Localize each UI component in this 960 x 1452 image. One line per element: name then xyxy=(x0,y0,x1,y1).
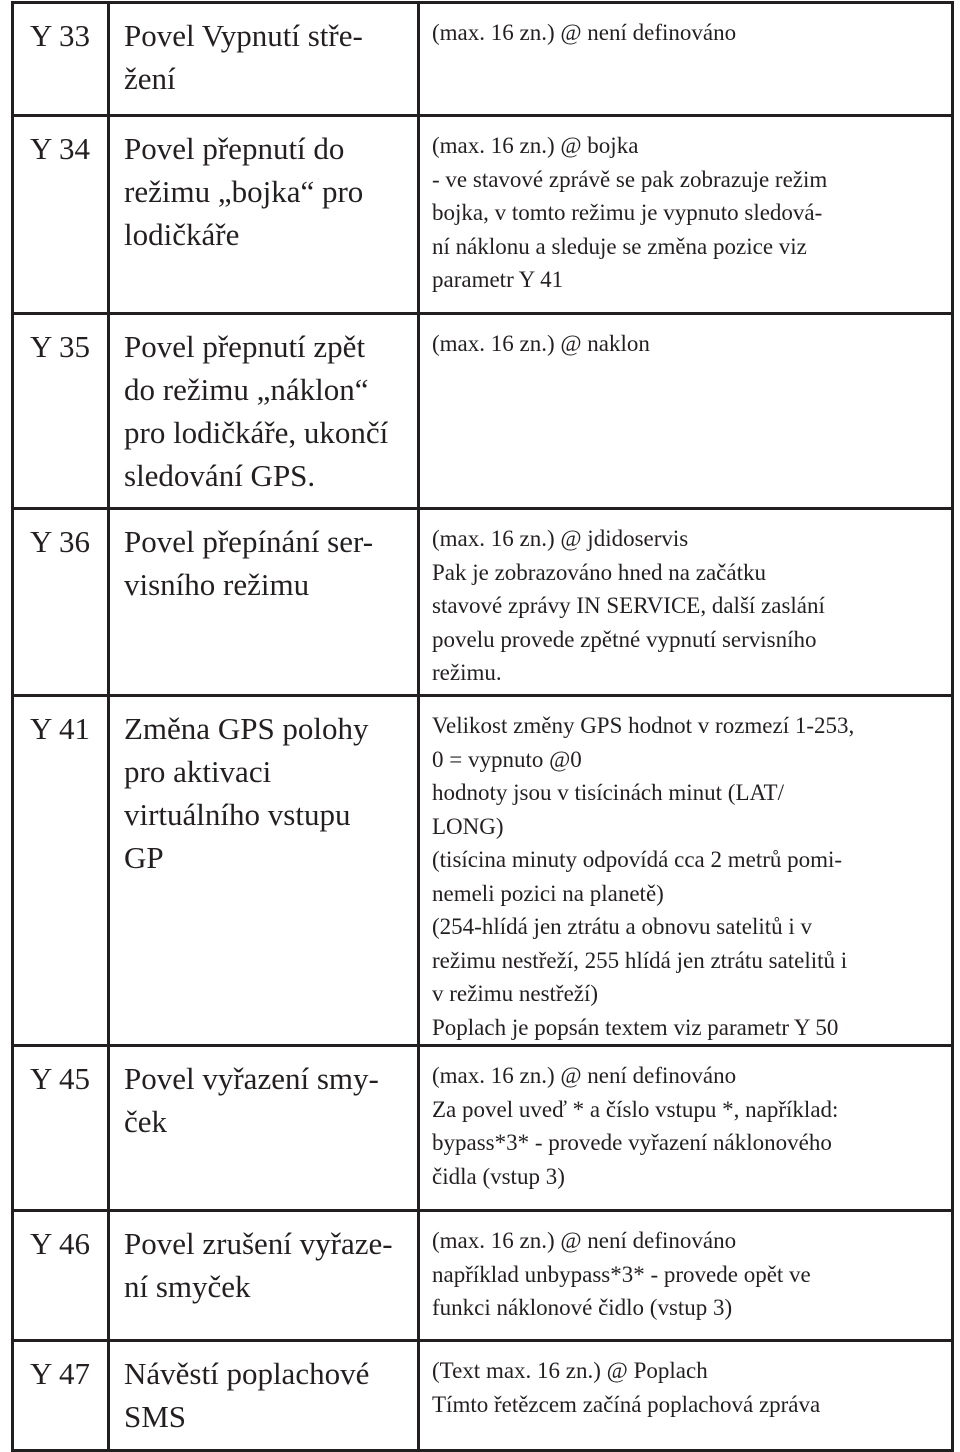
name-line: sledování GPS. xyxy=(124,458,316,493)
desc-line: režimu. xyxy=(432,660,502,685)
table-row xyxy=(13,1211,953,1341)
desc-line: v režimu nestřeží) xyxy=(432,981,599,1006)
param-description xyxy=(419,1211,953,1341)
name-line: ček xyxy=(124,1104,168,1139)
desc-line: - ve stavové zprávě se pak zobrazuje režim xyxy=(432,166,828,192)
param-code: Y 36 xyxy=(13,509,109,696)
name-line: Návěstí poplachové xyxy=(124,1356,370,1391)
param-name xyxy=(109,314,419,509)
desc-line: hodnoty jsou v tisícinách minut (LAT/ xyxy=(432,780,784,805)
name-line: Povel přepnutí do xyxy=(124,131,345,166)
table-row xyxy=(13,509,953,696)
name-line: pro aktivaci xyxy=(124,754,272,789)
param-description xyxy=(419,696,953,1046)
desc-line: (max. 16 zn.) @ není definováno xyxy=(432,20,737,45)
desc-line: bypass*3* - provede vyřazení náklonového xyxy=(432,1130,832,1155)
param-code: Y 46 xyxy=(13,1211,109,1341)
desc-line: bojka, v tomto režimu je vypnuto sledová- xyxy=(432,200,823,225)
name-line: lodičkáře xyxy=(124,217,240,252)
desc-line: například unbypass*3* - provede opět ve xyxy=(432,1261,811,1287)
desc-line: Za povel uveď * a číslo vstupu *, například: xyxy=(432,1096,839,1122)
param-name xyxy=(109,1341,419,1451)
param-code: Y 41 xyxy=(13,696,109,1046)
desc-line: Pak je zobrazováno hned na začátku xyxy=(432,559,766,585)
param-code: Y 34 xyxy=(13,116,109,314)
desc-line: LONG) xyxy=(432,813,504,839)
desc-line: (max. 16 zn.) @ naklon xyxy=(432,331,650,356)
desc-line: funkci náklonové čidlo (vstup 3) xyxy=(432,1295,733,1320)
desc-line: Poplach je popsán textem viz parametr Y 50 xyxy=(432,1014,839,1040)
desc-line: (max. 16 zn.) @ není definováno xyxy=(432,1063,737,1088)
table-row xyxy=(13,116,953,314)
table-row xyxy=(13,314,953,509)
name-line: Povel přepínání ser- xyxy=(124,524,374,559)
param-name xyxy=(109,1211,419,1341)
name-line: visního režimu xyxy=(124,567,310,602)
table-row xyxy=(13,696,953,1046)
param-code: Y 33 xyxy=(13,3,109,116)
name-line: režimu „bojka“ pro xyxy=(124,174,364,209)
desc-line: Tímto řetězcem začíná poplachová zpráva xyxy=(432,1391,821,1417)
name-line: SMS xyxy=(124,1399,187,1434)
name-line: Povel vyřazení smy- xyxy=(124,1061,379,1096)
param-description xyxy=(419,1341,953,1451)
table-row xyxy=(13,1341,953,1451)
param-code: Y 45 xyxy=(13,1046,109,1211)
desc-line: ní náklonu a sleduje se změna pozice viz xyxy=(432,233,807,259)
desc-line: nemeli pozici na planetě) xyxy=(432,880,664,906)
name-line: virtuálního vstupu xyxy=(124,797,351,832)
name-line: do režimu „náklon“ xyxy=(124,372,369,407)
desc-line: (tisícina minuty odpovídá cca 2 metrů pomi- xyxy=(432,847,843,872)
desc-line: stavové zprávy IN SERVICE, další zaslání xyxy=(432,593,825,618)
name-line: žení xyxy=(124,61,176,96)
desc-line: (Text max. 16 zn.) @ Poplach xyxy=(432,1358,708,1383)
desc-line: 0 = vypnuto @0 xyxy=(432,746,582,772)
param-name xyxy=(109,3,419,116)
param-name xyxy=(109,116,419,314)
desc-line: Velikost změny GPS hodnot v rozmezí 1-253, xyxy=(432,713,855,738)
param-description xyxy=(419,509,953,696)
param-code: Y 35 xyxy=(13,314,109,509)
param-description xyxy=(419,116,953,314)
desc-line: (max. 16 zn.) @ bojka xyxy=(432,133,639,158)
param-code: Y 47 xyxy=(13,1341,109,1451)
name-line: Povel Vypnutí stře- xyxy=(124,18,363,53)
desc-line: (max. 16 zn.) @ není definováno xyxy=(432,1228,737,1253)
table-row xyxy=(13,1046,953,1211)
desc-line: čidla (vstup 3) xyxy=(432,1163,565,1189)
desc-line: (254-hlídá jen ztrátu a obnovu satelitů i v xyxy=(432,914,813,939)
table-row xyxy=(13,3,953,116)
name-line: ní smyček xyxy=(124,1269,251,1304)
param-description xyxy=(419,1046,953,1211)
param-name xyxy=(109,696,419,1046)
param-name xyxy=(109,509,419,696)
name-line: GP xyxy=(124,840,164,875)
desc-line: (max. 16 zn.) @ jdidoservis xyxy=(432,526,689,551)
param-description xyxy=(419,3,953,116)
desc-line: parametr Y 41 xyxy=(432,267,564,292)
name-line: Změna GPS polohy xyxy=(124,711,369,746)
name-line: pro lodičkáře, ukončí xyxy=(124,415,389,450)
param-name xyxy=(109,1046,419,1211)
parameter-table xyxy=(11,1,954,1452)
param-description xyxy=(419,314,953,509)
name-line: Povel přepnutí zpět xyxy=(124,329,366,364)
desc-line: režimu nestřeží, 255 hlídá jen ztrátu satelitů i xyxy=(432,947,848,973)
desc-line: povelu provede zpětné vypnutí servisního xyxy=(432,626,817,652)
name-line: Povel zrušení vyřaze- xyxy=(124,1226,393,1261)
